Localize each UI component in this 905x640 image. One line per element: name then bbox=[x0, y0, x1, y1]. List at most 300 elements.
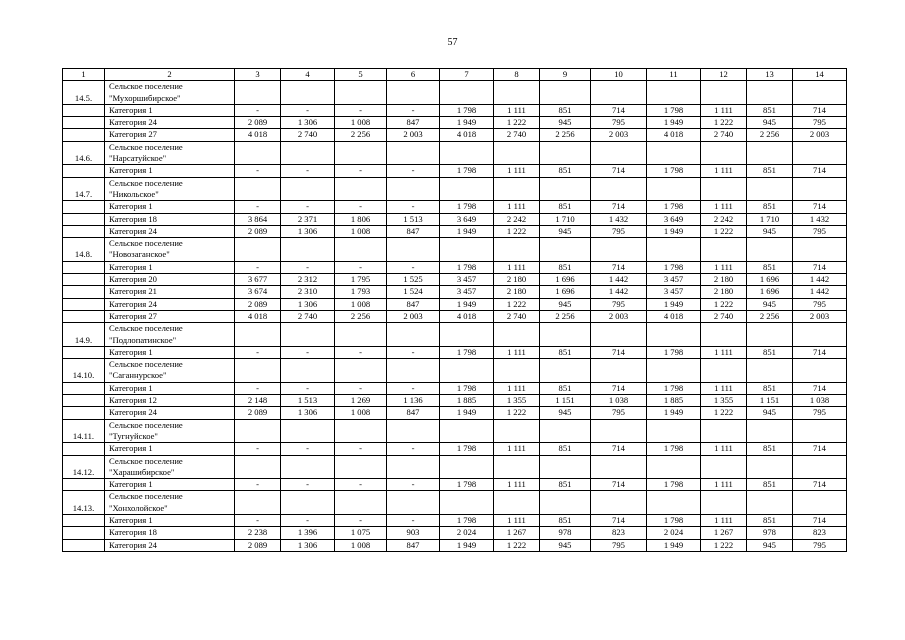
value-cell: 2 371 bbox=[281, 213, 335, 225]
value-cell bbox=[793, 238, 847, 262]
value-cell bbox=[647, 238, 701, 262]
value-cell: 1 151 bbox=[540, 395, 591, 407]
value-cell: 4 018 bbox=[235, 310, 281, 322]
value-cell bbox=[440, 81, 494, 105]
value-cell bbox=[540, 359, 591, 383]
value-cell: 4 018 bbox=[235, 129, 281, 141]
header-cell: 12 bbox=[701, 69, 747, 81]
value-cell: 1 949 bbox=[440, 407, 494, 419]
value-cell bbox=[335, 491, 387, 515]
value-cell: 1 442 bbox=[793, 274, 847, 286]
value-cell: 795 bbox=[793, 539, 847, 551]
value-cell: 1 008 bbox=[335, 117, 387, 129]
value-cell bbox=[591, 81, 647, 105]
category-cell: Категория 1 bbox=[105, 382, 235, 394]
value-cell: 1 306 bbox=[281, 225, 335, 237]
value-cell: 1 269 bbox=[335, 395, 387, 407]
value-cell: 1 111 bbox=[494, 165, 540, 177]
value-cell bbox=[335, 238, 387, 262]
value-cell bbox=[387, 419, 440, 443]
value-cell bbox=[701, 141, 747, 165]
value-cell: 795 bbox=[591, 539, 647, 551]
category-cell: Категория 27 bbox=[105, 129, 235, 141]
value-cell: 1 038 bbox=[591, 395, 647, 407]
row-number-cell bbox=[63, 286, 105, 298]
value-cell: 1 710 bbox=[747, 213, 793, 225]
category-cell: Категория 21 bbox=[105, 286, 235, 298]
value-cell: 795 bbox=[591, 407, 647, 419]
header-cell: 9 bbox=[540, 69, 591, 81]
value-cell: 3 457 bbox=[440, 274, 494, 286]
value-cell bbox=[335, 177, 387, 201]
value-cell: 1 222 bbox=[701, 407, 747, 419]
value-cell: 714 bbox=[793, 104, 847, 116]
value-cell bbox=[793, 141, 847, 165]
value-cell: - bbox=[281, 201, 335, 213]
value-cell bbox=[591, 177, 647, 201]
value-cell bbox=[701, 491, 747, 515]
row-number-cell: 14.7. bbox=[63, 177, 105, 201]
value-cell bbox=[440, 455, 494, 479]
section-row bbox=[63, 238, 847, 262]
value-cell bbox=[281, 141, 335, 165]
value-cell: 945 bbox=[540, 117, 591, 129]
value-cell: 2 310 bbox=[281, 286, 335, 298]
value-cell bbox=[235, 359, 281, 383]
value-cell: 1 111 bbox=[701, 201, 747, 213]
settlement-name-cell: Сельское поселение "Подлопатинское" bbox=[105, 323, 235, 347]
value-cell: 1 798 bbox=[647, 514, 701, 526]
category-cell: Категория 20 bbox=[105, 274, 235, 286]
value-cell: 1 949 bbox=[647, 117, 701, 129]
row-number-cell: 14.8. bbox=[63, 238, 105, 262]
value-cell: 795 bbox=[591, 298, 647, 310]
value-cell: 2 740 bbox=[494, 129, 540, 141]
value-cell: - bbox=[281, 479, 335, 491]
value-cell: 1 798 bbox=[440, 479, 494, 491]
value-cell bbox=[540, 419, 591, 443]
value-cell: 1 075 bbox=[335, 527, 387, 539]
value-cell bbox=[235, 491, 281, 515]
category-cell: Категория 1 bbox=[105, 104, 235, 116]
value-cell: 2 180 bbox=[701, 286, 747, 298]
value-cell bbox=[387, 238, 440, 262]
value-cell: - bbox=[387, 104, 440, 116]
value-cell bbox=[494, 491, 540, 515]
value-cell: 1 524 bbox=[387, 286, 440, 298]
value-cell bbox=[235, 419, 281, 443]
page-number: 57 bbox=[447, 37, 458, 48]
value-cell: 1 008 bbox=[335, 298, 387, 310]
value-cell: 847 bbox=[387, 407, 440, 419]
value-cell: 945 bbox=[747, 117, 793, 129]
value-cell bbox=[387, 81, 440, 105]
tariff-table bbox=[62, 68, 847, 552]
value-cell: 851 bbox=[747, 479, 793, 491]
value-cell bbox=[793, 177, 847, 201]
value-cell: 851 bbox=[540, 443, 591, 455]
value-cell: 945 bbox=[540, 298, 591, 310]
value-cell: 851 bbox=[540, 165, 591, 177]
value-cell: 2 242 bbox=[701, 213, 747, 225]
value-cell bbox=[591, 238, 647, 262]
settlement-name-cell: Сельское поселение "Харашибирское" bbox=[105, 455, 235, 479]
row-number-cell: 14.13. bbox=[63, 491, 105, 515]
settlement-name-cell: Сельское поселение "Новозаганское" bbox=[105, 238, 235, 262]
value-cell: 1 008 bbox=[335, 225, 387, 237]
section-row bbox=[63, 81, 847, 105]
table-row bbox=[63, 514, 847, 526]
value-cell bbox=[540, 455, 591, 479]
value-cell: 945 bbox=[747, 539, 793, 551]
value-cell: 2 256 bbox=[540, 310, 591, 322]
value-cell: 795 bbox=[591, 225, 647, 237]
value-cell: 1 396 bbox=[281, 527, 335, 539]
value-cell: 2 740 bbox=[494, 310, 540, 322]
value-cell bbox=[647, 491, 701, 515]
row-number-cell bbox=[63, 117, 105, 129]
value-cell: 2 089 bbox=[235, 298, 281, 310]
header-cell: 10 bbox=[591, 69, 647, 81]
value-cell: 714 bbox=[591, 479, 647, 491]
value-cell: 1 710 bbox=[540, 213, 591, 225]
table-row bbox=[63, 225, 847, 237]
settlement-name-cell: Сельское поселение "Тугнуйское" bbox=[105, 419, 235, 443]
value-cell: 1 696 bbox=[540, 286, 591, 298]
value-cell: 1 432 bbox=[793, 213, 847, 225]
value-cell: 3 864 bbox=[235, 213, 281, 225]
value-cell: 714 bbox=[591, 201, 647, 213]
value-cell: 1 442 bbox=[591, 274, 647, 286]
header-cell: 5 bbox=[335, 69, 387, 81]
value-cell: 795 bbox=[793, 298, 847, 310]
value-cell: - bbox=[235, 382, 281, 394]
value-cell: 1 111 bbox=[494, 201, 540, 213]
value-cell: 1 798 bbox=[647, 165, 701, 177]
value-cell: 945 bbox=[540, 407, 591, 419]
value-cell bbox=[701, 419, 747, 443]
row-number-cell bbox=[63, 104, 105, 116]
header-cell: 3 bbox=[235, 69, 281, 81]
value-cell: 1 696 bbox=[747, 286, 793, 298]
value-cell: 1 798 bbox=[647, 346, 701, 358]
value-cell: 851 bbox=[747, 104, 793, 116]
row-number-cell bbox=[63, 443, 105, 455]
value-cell: 2 256 bbox=[540, 129, 591, 141]
value-cell: 851 bbox=[747, 514, 793, 526]
value-cell: 1 222 bbox=[494, 117, 540, 129]
value-cell bbox=[494, 419, 540, 443]
table-row bbox=[63, 201, 847, 213]
value-cell: 823 bbox=[591, 527, 647, 539]
value-cell bbox=[440, 177, 494, 201]
settlement-name-cell: Сельское поселение "Нарсатуйское" bbox=[105, 141, 235, 165]
value-cell bbox=[793, 359, 847, 383]
value-cell: 851 bbox=[540, 479, 591, 491]
value-cell: - bbox=[235, 346, 281, 358]
row-number-cell bbox=[63, 514, 105, 526]
value-cell: 1 513 bbox=[387, 213, 440, 225]
row-number-cell bbox=[63, 479, 105, 491]
value-cell: 851 bbox=[747, 201, 793, 213]
settlement-name-cell: Сельское поселение "Саганнурское" bbox=[105, 359, 235, 383]
value-cell: 1 798 bbox=[440, 261, 494, 273]
value-cell bbox=[591, 141, 647, 165]
value-cell bbox=[540, 141, 591, 165]
value-cell: 1 306 bbox=[281, 117, 335, 129]
value-cell: 714 bbox=[793, 479, 847, 491]
value-cell: 1 111 bbox=[494, 479, 540, 491]
value-cell: 4 018 bbox=[440, 310, 494, 322]
value-cell bbox=[701, 323, 747, 347]
value-cell: 1 111 bbox=[701, 382, 747, 394]
value-cell bbox=[747, 359, 793, 383]
value-cell: 1 798 bbox=[647, 201, 701, 213]
value-cell: 1 798 bbox=[440, 104, 494, 116]
value-cell bbox=[793, 491, 847, 515]
value-cell: 2 003 bbox=[793, 129, 847, 141]
value-cell: 2 180 bbox=[701, 274, 747, 286]
row-number-cell: 14.11. bbox=[63, 419, 105, 443]
row-number-cell bbox=[63, 298, 105, 310]
row-number-cell bbox=[63, 201, 105, 213]
value-cell: 2 740 bbox=[281, 310, 335, 322]
value-cell: - bbox=[387, 443, 440, 455]
table-row bbox=[63, 310, 847, 322]
value-cell: 1 111 bbox=[701, 165, 747, 177]
value-cell: - bbox=[335, 165, 387, 177]
value-cell: 1 525 bbox=[387, 274, 440, 286]
row-number-cell bbox=[63, 129, 105, 141]
value-cell: 1 432 bbox=[591, 213, 647, 225]
row-number-cell bbox=[63, 382, 105, 394]
row-number-cell bbox=[63, 165, 105, 177]
value-cell: 2 003 bbox=[387, 129, 440, 141]
value-cell: 2 024 bbox=[647, 527, 701, 539]
value-cell: 851 bbox=[747, 261, 793, 273]
row-number-cell bbox=[63, 261, 105, 273]
value-cell bbox=[540, 177, 591, 201]
table-body bbox=[63, 81, 847, 552]
value-cell bbox=[494, 455, 540, 479]
value-cell: 851 bbox=[540, 104, 591, 116]
value-cell: 851 bbox=[540, 382, 591, 394]
value-cell: 1 798 bbox=[440, 346, 494, 358]
value-cell: 903 bbox=[387, 527, 440, 539]
value-cell bbox=[747, 323, 793, 347]
value-cell: 2 740 bbox=[701, 129, 747, 141]
category-cell: Категория 18 bbox=[105, 213, 235, 225]
value-cell: - bbox=[387, 346, 440, 358]
row-number-cell: 14.5. bbox=[63, 81, 105, 105]
value-cell: - bbox=[387, 201, 440, 213]
value-cell: 1 798 bbox=[440, 201, 494, 213]
table-row bbox=[63, 382, 847, 394]
value-cell: 1 008 bbox=[335, 539, 387, 551]
category-cell: Категория 24 bbox=[105, 407, 235, 419]
value-cell bbox=[647, 177, 701, 201]
value-cell: 2 003 bbox=[387, 310, 440, 322]
value-cell bbox=[591, 491, 647, 515]
section-row bbox=[63, 491, 847, 515]
value-cell bbox=[440, 141, 494, 165]
value-cell: 714 bbox=[591, 346, 647, 358]
row-number-cell: 14.9. bbox=[63, 323, 105, 347]
value-cell: 2 180 bbox=[494, 286, 540, 298]
table-row bbox=[63, 274, 847, 286]
value-cell: 851 bbox=[540, 514, 591, 526]
value-cell bbox=[494, 81, 540, 105]
category-cell: Категория 18 bbox=[105, 527, 235, 539]
value-cell: 1 795 bbox=[335, 274, 387, 286]
value-cell: 1 806 bbox=[335, 213, 387, 225]
settlement-name-cell: Сельское поселение "Никольское" bbox=[105, 177, 235, 201]
value-cell: 1 798 bbox=[647, 104, 701, 116]
value-cell bbox=[747, 491, 793, 515]
value-cell: 1 222 bbox=[701, 117, 747, 129]
row-number-cell bbox=[63, 310, 105, 322]
value-cell bbox=[281, 491, 335, 515]
table-row bbox=[63, 346, 847, 358]
value-cell bbox=[494, 177, 540, 201]
value-cell: - bbox=[387, 479, 440, 491]
value-cell: 714 bbox=[591, 165, 647, 177]
value-cell bbox=[387, 359, 440, 383]
value-cell: - bbox=[335, 382, 387, 394]
value-cell bbox=[747, 141, 793, 165]
value-cell bbox=[281, 323, 335, 347]
value-cell: - bbox=[387, 382, 440, 394]
value-cell bbox=[281, 238, 335, 262]
value-cell bbox=[701, 455, 747, 479]
value-cell: 1 222 bbox=[494, 225, 540, 237]
value-cell: 2 242 bbox=[494, 213, 540, 225]
header-cell: 4 bbox=[281, 69, 335, 81]
value-cell: 714 bbox=[793, 261, 847, 273]
value-cell: 1 111 bbox=[494, 514, 540, 526]
value-cell: 1 222 bbox=[494, 298, 540, 310]
section-row bbox=[63, 419, 847, 443]
value-cell: 1 798 bbox=[647, 443, 701, 455]
value-cell: - bbox=[235, 165, 281, 177]
category-cell: Категория 1 bbox=[105, 346, 235, 358]
value-cell: 2 256 bbox=[335, 310, 387, 322]
value-cell bbox=[540, 491, 591, 515]
value-cell bbox=[647, 323, 701, 347]
value-cell bbox=[540, 323, 591, 347]
value-cell: 2 256 bbox=[335, 129, 387, 141]
header-cell: 1 bbox=[63, 69, 105, 81]
value-cell bbox=[494, 359, 540, 383]
value-cell: 1 136 bbox=[387, 395, 440, 407]
table-row bbox=[63, 165, 847, 177]
value-cell: - bbox=[235, 479, 281, 491]
value-cell bbox=[387, 491, 440, 515]
row-number-cell bbox=[63, 395, 105, 407]
category-cell: Категория 24 bbox=[105, 298, 235, 310]
value-cell bbox=[281, 359, 335, 383]
category-cell: Категория 1 bbox=[105, 261, 235, 273]
value-cell: 978 bbox=[747, 527, 793, 539]
value-cell: 851 bbox=[747, 165, 793, 177]
value-cell: 3 649 bbox=[440, 213, 494, 225]
value-cell: 2 089 bbox=[235, 117, 281, 129]
table-row bbox=[63, 298, 847, 310]
value-cell bbox=[335, 141, 387, 165]
value-cell: 714 bbox=[591, 261, 647, 273]
row-number-cell bbox=[63, 346, 105, 358]
row-number-cell bbox=[63, 407, 105, 419]
value-cell bbox=[747, 177, 793, 201]
value-cell: 1 442 bbox=[591, 286, 647, 298]
value-cell bbox=[335, 359, 387, 383]
table-row bbox=[63, 104, 847, 116]
category-cell: Категория 24 bbox=[105, 117, 235, 129]
category-cell: Категория 1 bbox=[105, 201, 235, 213]
value-cell: 1 151 bbox=[747, 395, 793, 407]
value-cell: 851 bbox=[747, 382, 793, 394]
value-cell: 847 bbox=[387, 298, 440, 310]
value-cell bbox=[335, 455, 387, 479]
value-cell: 1 798 bbox=[647, 261, 701, 273]
value-cell: 1 111 bbox=[701, 443, 747, 455]
value-cell: 2 148 bbox=[235, 395, 281, 407]
value-cell: - bbox=[235, 443, 281, 455]
value-cell: - bbox=[335, 479, 387, 491]
table-row bbox=[63, 286, 847, 298]
value-cell: 1 222 bbox=[494, 407, 540, 419]
value-cell bbox=[235, 141, 281, 165]
table-row bbox=[63, 407, 847, 419]
value-cell: 795 bbox=[591, 117, 647, 129]
value-cell bbox=[701, 81, 747, 105]
section-row bbox=[63, 359, 847, 383]
value-cell: 1 355 bbox=[494, 395, 540, 407]
value-cell: 3 457 bbox=[440, 286, 494, 298]
category-cell: Категория 24 bbox=[105, 539, 235, 551]
value-cell: 1 793 bbox=[335, 286, 387, 298]
value-cell: 1 949 bbox=[440, 117, 494, 129]
value-cell: 851 bbox=[747, 443, 793, 455]
value-cell: 1 949 bbox=[647, 407, 701, 419]
value-cell bbox=[387, 455, 440, 479]
value-cell bbox=[540, 238, 591, 262]
value-cell bbox=[494, 141, 540, 165]
value-cell: - bbox=[235, 514, 281, 526]
value-cell: - bbox=[335, 201, 387, 213]
value-cell: 2 003 bbox=[793, 310, 847, 322]
value-cell: 1 696 bbox=[747, 274, 793, 286]
value-cell: 3 649 bbox=[647, 213, 701, 225]
value-cell bbox=[591, 359, 647, 383]
value-cell bbox=[701, 359, 747, 383]
header-cell: 6 bbox=[387, 69, 440, 81]
value-cell bbox=[281, 419, 335, 443]
category-cell: Категория 1 bbox=[105, 165, 235, 177]
value-cell: 795 bbox=[793, 407, 847, 419]
value-cell: 1 885 bbox=[440, 395, 494, 407]
value-cell: 1 222 bbox=[701, 225, 747, 237]
value-cell: 1 306 bbox=[281, 539, 335, 551]
value-cell: 2 089 bbox=[235, 407, 281, 419]
value-cell: - bbox=[335, 514, 387, 526]
value-cell: 1 111 bbox=[494, 382, 540, 394]
value-cell bbox=[235, 238, 281, 262]
value-cell: 2 312 bbox=[281, 274, 335, 286]
table-row bbox=[63, 117, 847, 129]
value-cell: - bbox=[281, 443, 335, 455]
value-cell: - bbox=[281, 165, 335, 177]
